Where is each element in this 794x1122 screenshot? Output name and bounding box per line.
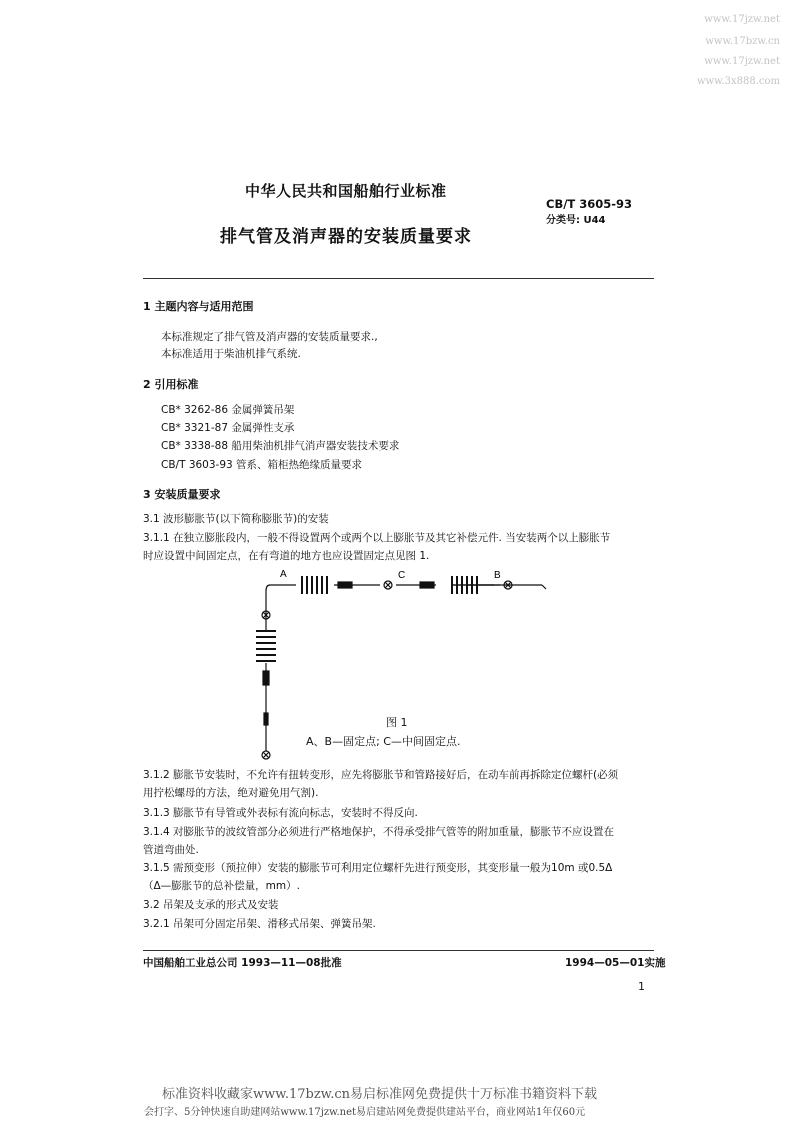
clause-3-2: 3.2 吊架及支承的形式及安装 [143, 899, 279, 911]
pipe-guide-vertical-lower [264, 713, 268, 725]
watermark-line: www.17bzw.cn [705, 36, 780, 47]
expansion-joint-1 [302, 576, 327, 594]
figure-caption: 图 1 [386, 716, 408, 729]
clause-3-1-4-cont: 管道弯曲处. [143, 844, 199, 856]
reference-item: CB* 3321-87 金属弹性支承 [161, 422, 295, 434]
fixed-point-bottom [262, 751, 270, 759]
expansion-joint-vertical [256, 631, 276, 661]
approval-info: 中国船舶工业总公司 1993—11—08批准 [143, 957, 342, 969]
clause-3-1-1-cont: 时应设置中间固定点，在有弯道的地方也应设置固定点见图 1. [143, 550, 430, 562]
page-number: 1 [638, 980, 645, 993]
clause-3-1: 3.1 波形膨胀节(以下简称膨胀节)的安装 [143, 513, 329, 525]
reference-item: CB* 3262-86 金属弹簧吊架 [161, 404, 295, 416]
document-subtitle: 排气管及消声器的安装质量要求 [220, 227, 472, 247]
clause-3-1-2: 3.1.2 膨胀节安装时，不允许有扭转变形，应先将膨胀节和管路接好后，在动车前再拆除定位螺杆(必须 [143, 769, 619, 781]
classification-number: 分类号: U44 [546, 215, 606, 226]
pipe-guide-2 [420, 582, 434, 588]
label-a: A [280, 569, 287, 580]
section-2-heading: 2 引用标准 [143, 378, 199, 391]
bottom-banner-line-1: 标准资料收藏家www.17bzw.cn易启标准网免费提供十万标准书籍资料下载 [162, 1087, 598, 1102]
standard-code: CB/T 3605-93 [546, 197, 633, 211]
reference-item: CB/T 3603-93 管系、箱柜热绝缘质量要求 [161, 459, 363, 471]
standard-title: 中华人民共和国船舶行业标准 [245, 182, 447, 200]
watermark-line: www.3x888.com [696, 76, 780, 87]
footer-rule [143, 950, 654, 951]
clause-3-1-5-cont: （Δ—膨胀节的总补偿量，mm）. [143, 880, 300, 892]
clause-3-2-1: 3.2.1 吊架可分固定吊架、滑移式吊架、弹簧吊架. [143, 918, 376, 930]
section-1-line: 本标准规定了排气管及消声器的安装质量要求., [161, 331, 378, 343]
watermark-line: www.17jzw.net [704, 14, 780, 25]
label-c: C [398, 570, 406, 581]
section-3-heading: 3 安装质量要求 [143, 488, 221, 501]
pipe-guide-1 [338, 582, 352, 588]
clause-3-1-1: 3.1.1 在独立膨胀段内，一般不得设置两个或两个以上膨胀节及其它补偿元件. 当安装两个以上膨胀节 [143, 532, 611, 544]
watermark-line: www.17jzw.net [704, 56, 780, 67]
clause-3-1-2-cont: 用拧松螺母的方法，绝对避免用气割). [143, 787, 319, 799]
header-rule [143, 278, 654, 279]
bottom-banner-line-2: 会打字、5分钟快速自助建网站www.17jzw.net易启建站网免费提供建站平台，商业网站1年仅60元 [144, 1107, 586, 1118]
clause-3-1-3: 3.1.3 膨胀节有导管或外表标有流向标志，安装时不得反向. [143, 807, 418, 819]
fixed-point-c [384, 581, 392, 589]
label-b: B [494, 570, 501, 581]
clause-3-1-4: 3.1.4 对膨胀节的波纹管部分必须进行严格地保护，不得承受排气管等的附加重量，膨胀节不应设置在 [143, 826, 615, 838]
figure-legend: A、B—固定点; C—中间固定点. [306, 735, 461, 748]
pipe-guide-vertical [263, 671, 269, 685]
section-1-heading: 1 主题内容与适用范围 [143, 300, 254, 313]
reference-item: CB* 3338-88 船用柴油机排气消声器安装技术要求 [161, 440, 400, 452]
implementation-date: 1994—05—01实施 [565, 957, 666, 969]
clause-3-1-5: 3.1.5 需预变形（预拉伸）安装的膨胀节可利用定位螺杆先进行预变形，其变形量一般为10m 或0.5Δ [143, 862, 613, 874]
section-1-line: 本标准适用于柴油机排气系统. [161, 348, 301, 360]
